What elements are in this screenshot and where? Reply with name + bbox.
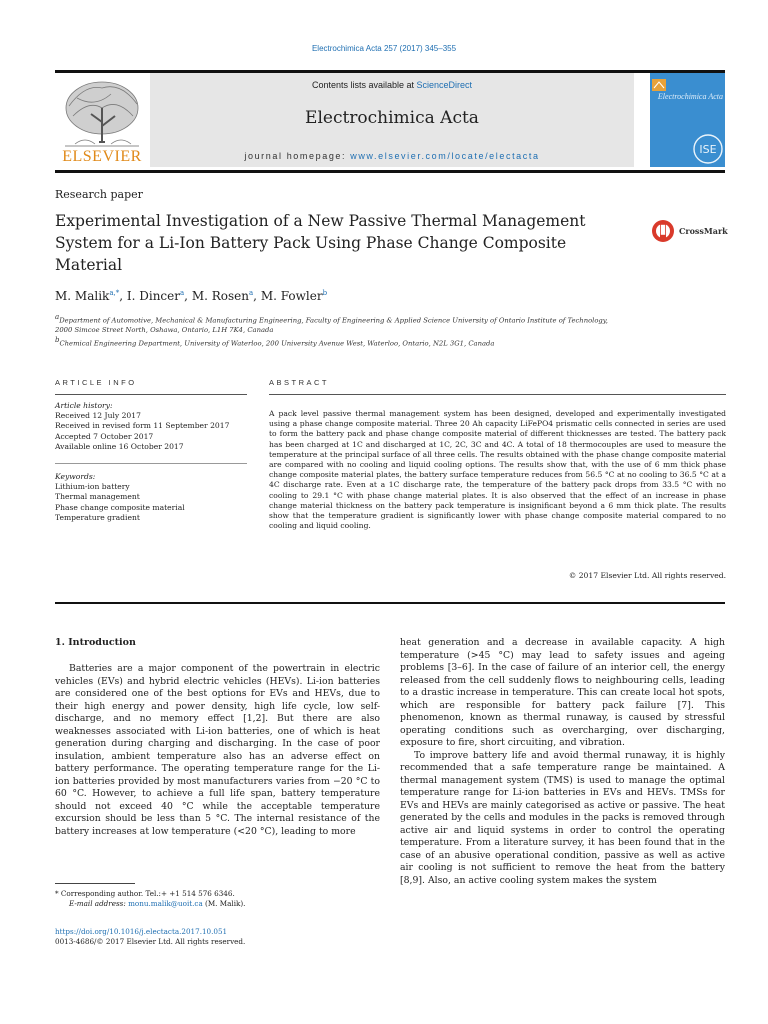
sciencedirect-link[interactable]: ScienceDirect	[416, 80, 473, 90]
keywords-label: Keywords:	[55, 472, 96, 481]
author-name[interactable]: M. Rosen	[191, 289, 249, 303]
body-paragraph: To improve battery life and avoid thermal runaway, it is highly recommended that a safe temperature range be maintained. A thermal management system (TMS) is used to manage the optimal temperature range for Li-ion batteries in EVs and HEVs. TMSs for EVs and HEVs are mainly categorised as active or passive. The heat generated by the cells and modules in the packs is removed through active air and liquid systems in order to control the operating temperature. From a literature survey, it has been found that in the case of an abusive operational condition, passive as well as active air cooling is not sufficient to remove the heat from the battery [8,9]. Also, an active cooling system makes the system	[400, 749, 725, 886]
author-list	[55, 289, 327, 303]
article-type: Research paper	[55, 188, 143, 201]
body-left-column	[55, 663, 380, 838]
cover-title: Electrochimica Acta	[657, 92, 723, 101]
doi-note	[55, 927, 380, 937]
doi-link[interactable]: https://doi.org/10.1016/j.electacta.2017.10.051	[55, 927, 228, 936]
history-revised: Received in revised form 11 September 2017	[55, 421, 230, 431]
author-separator: ,	[184, 289, 192, 303]
article-history	[55, 401, 255, 452]
email-link[interactable]: monu.malik@uoit.ca	[128, 899, 203, 908]
email-note	[55, 899, 394, 909]
email-label: E-mail address:	[69, 899, 129, 908]
affiliation-marker: b	[55, 336, 60, 344]
author-name[interactable]: M. Fowler	[260, 289, 323, 303]
crossmark-label[interactable]: CrossMark	[679, 226, 728, 236]
journal-homepage-line	[150, 151, 634, 161]
masthead-bottom-rule	[55, 170, 725, 173]
corresponding-author-note: * Corresponding author. Tel.:+ +1 514 576 6346.	[55, 889, 235, 898]
body-paragraph: Batteries are a major component of the powertrain in electric vehicles (EVs) and hybrid electric vehicles (HEVs). Li-ion batteries are considered one of the best options for EVs and HEVs, due to their high energy and power density, high life cycle, low self-discharge, and no memory effect [1,2]. But there are also weaknesses associated with Li-ion batteries, one of which is heat generation during charging and discharging. In the case of poor insulation, ambient temperature also has an adverse effect on battery performance. The operating temperature range for the Li-ion batteries provided by most manufacturers varies from −20 °C to 60 °C. However, to achieve a full life span, battery temperature should not exceed 40 °C while the acceptable temperature excursion should be less than 5 °C. The internal resistance of the battery increases at low temperature (<20 °C), leading to more	[55, 663, 380, 837]
author-name[interactable]: M. Malik	[55, 289, 110, 303]
affiliation-text: Chemical Engineering Department, University of Waterloo, 200 University Avenue West, Waterloo, Ontario, N2L 3G1, Canada	[59, 339, 495, 348]
journal-citation[interactable]: Electrochimica Acta 257 (2017) 345–355	[311, 44, 457, 53]
keyword-item: Lithium-ion battery	[55, 482, 130, 492]
author-separator: ,	[119, 289, 127, 303]
abstract-rule	[269, 394, 726, 395]
abstract-copyright: © 2017 Elsevier Ltd. All rights reserved.	[568, 571, 726, 580]
author-affiliation-marker[interactable]: b	[322, 289, 328, 297]
front-matter-bottom-rule	[55, 602, 725, 604]
body-right-column	[400, 637, 725, 887]
homepage-prefix: journal homepage:	[244, 151, 351, 161]
section-heading-introduction: 1. Introduction	[55, 637, 136, 648]
affiliation-text: Department of Automotive, Mechanical & Manufacturing Engineering, Faculty of Engineering & Applied Science University of Ontario Institute of Technology, 2000 Simcoe Street North, Oshawa, Ontario, L1H 7K4, Canada	[55, 316, 608, 335]
affiliation-b	[55, 335, 615, 348]
article-info-heading: ARTICLE INFO	[55, 378, 137, 387]
issn-copyright-line: 0013-4686/© 2017 Elsevier Ltd. All rights reserved.	[55, 937, 246, 946]
abstract-heading: ABSTRACT	[269, 378, 330, 387]
cover-ise-emblem-icon	[690, 132, 726, 166]
contents-prefix: Contents lists available at	[311, 80, 417, 90]
affiliation-a	[55, 312, 615, 335]
journal-homepage-link[interactable]: www.elsevier.com/locate/electacta	[350, 151, 540, 161]
article-info-rule	[55, 394, 247, 395]
body-paragraph: heat generation and a decrease in available capacity. A high temperature (>45 °C) may lead to safety issues and ageing problems [3–6]. In the case of failure of an interior cell, the energy released from the cell suddenly flows to neighbouring cells, leading to a drastic increase in temperature. This can create local hot spots, which are responsible for battery pack failure [7]. This phenomenon, known as thermal runaway, is caused by stressful operating conditions such as overcharging, over discharging, exposure to fire, short circuiting, and vibration.	[400, 637, 725, 748]
keyword-item: Thermal management	[55, 492, 140, 502]
elsevier-wordmark: ELSEVIER	[62, 148, 142, 165]
author-separator: ,	[253, 289, 261, 303]
keyword-item: Phase change composite material	[55, 502, 185, 512]
article-history-label: Article history:	[55, 401, 113, 410]
abstract-text: A pack level passive thermal management system has been designed, developed and experimentally investigated using a phase change composite material. Three 20 Ah capacity LiFePO4 prismatic cells connected in series are used to form the battery pack and phase change composite material of different thicknesses are tested. The battery pack has been charged at 1C and discharged at 1C, 2C, 3C and 4C. A total of 18 thermocouples are used to measure the temperature at the principal surface of all three cells. The results obtained with the phase change composite material are compared with no cooling and liquid cooling options. The results show that, with the use of 6 mm thick phase change composite material plates, the battery surface temperature reduces from 56.5 °C at no cooling to 36.5 °C at a 4C discharge rate. Even at a 1C discharge rate, the temperature of the battery pack drops from 33.5 °C with no cooling to 29.1 °C with phase change material plates. It is also observed that the effect of an increase in phase change material thickness on the battery pack temperature is insignificant beyond a 6 mm thick plate. The results show that the temperature gradient is significantly lower with phase change composite material compared to no cooling and liquid cooling.	[269, 409, 726, 531]
cover-ise-text: ISE	[699, 143, 717, 156]
history-online: Available online 16 October 2017	[55, 441, 184, 451]
author-affiliation-marker[interactable]: a	[248, 289, 254, 297]
author-name[interactable]: I. Dincer	[126, 289, 180, 303]
article-title: Experimental Investigation of a New Passive Thermal Management System for a Li-Ion Battery Pack Using Phase Change Composite Material	[55, 212, 586, 274]
journal-title: Electrochimica Acta	[305, 108, 479, 128]
history-accepted: Accepted 7 October 2017	[55, 431, 154, 441]
cover-logo-icon	[651, 78, 667, 92]
footnote-rule	[55, 883, 135, 884]
keyword-item: Temperature gradient	[55, 512, 140, 522]
history-received: Received 12 July 2017	[55, 411, 141, 421]
keywords-block	[55, 472, 255, 523]
author-affiliation-marker[interactable]: a	[179, 289, 185, 297]
keywords-rule	[55, 463, 247, 464]
contents-available-line	[150, 80, 634, 90]
affiliation-marker: a	[55, 313, 60, 321]
author-affiliation-marker[interactable]: a,*	[109, 289, 120, 297]
email-suffix: (M. Malik).	[202, 899, 246, 908]
